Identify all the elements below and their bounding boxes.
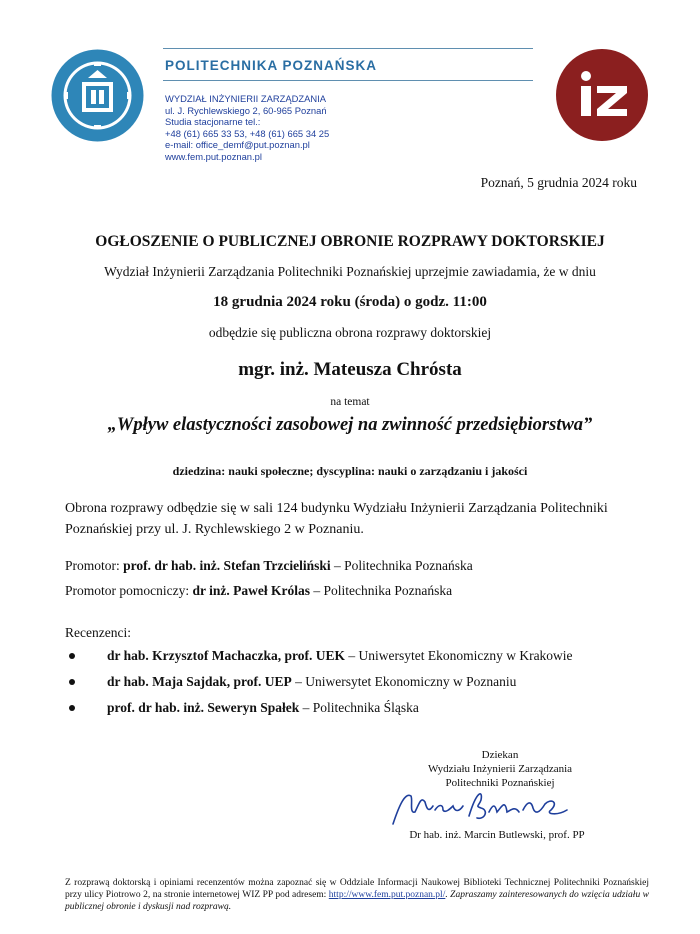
- reviewer-name: prof. dr hab. inż. Seweryn Spałek: [107, 700, 300, 715]
- event-date: 18 grudnia 2024 roku (środa) o godz. 11:00: [213, 294, 487, 310]
- promoter-name: prof. dr hab. inż. Stefan Trzcieliński: [123, 558, 331, 573]
- address-line: ul. J. Rychlewskiego 2, 60-965 Poznań: [165, 104, 327, 116]
- phone-numbers: +48 (61) 665 33 53, +48 (61) 665 34 25: [165, 127, 330, 139]
- reviewer-name: dr hab. Krzysztof Machaczka, prof. UEK: [107, 648, 345, 663]
- reviewer-name: dr hab. Maja Sajdak, prof. UEP: [107, 674, 292, 689]
- announcement-title: OGŁOSZENIE O PUBLICZNEJ OBRONIE ROZPRAWY DOKTORSKIEJ: [95, 233, 605, 250]
- promoter-label: Promotor:: [65, 558, 120, 573]
- dean-university: Politechniki Poznańskiej: [445, 777, 555, 789]
- bullet-icon: [69, 679, 75, 685]
- university-name: POLITECHNIKA POZNAŃSKA: [165, 58, 378, 73]
- dean-title: Dziekan: [481, 749, 519, 761]
- footer-link[interactable]: http://www.fem.put.poznan.pl/: [328, 890, 446, 900]
- list-item: [65, 698, 573, 724]
- bullet-icon: [69, 653, 75, 659]
- intro-text: Wydział Inżynierii Zarządzania Politechniki Poznańskiej uprzejmie zawiadamia, że w dniu: [104, 264, 596, 279]
- email-line[interactable]: e-mail: office_demf@put.poznan.pl: [165, 139, 310, 151]
- date-line: Poznań, 5 grudnia 2024 roku: [480, 175, 637, 190]
- reviewer-affiliation: – Uniwersytet Ekonomiczny w Krakowie: [344, 648, 573, 663]
- footer-invitation: . Zapraszamy zainteresowanych do wzięcia udziału w publicznej obronie i dyskusji nad rozprawą.: [65, 890, 649, 912]
- location-text: Obrona rozprawy odbędzie się w sali 124 budynku Wydziału Inżynierii Zarządzania Politechniki Poznańskiej przy ul. J. Rychlewskiego 2 w Poznaniu.: [65, 501, 608, 537]
- list-item: [65, 646, 573, 672]
- reviewers-label: Recenzenci:: [65, 625, 131, 640]
- phone-label: Studia stacjonarne tel.:: [165, 116, 261, 128]
- bullet-icon: [69, 705, 75, 711]
- faculty-iz-logo: [555, 48, 649, 142]
- reviewers-list: [65, 646, 573, 724]
- promoter-affiliation: – Politechnika Poznańska: [330, 558, 473, 573]
- defense-line: odbędzie się publiczna obrona rozprawy doktorskiej: [208, 325, 492, 340]
- dean-faculty: Wydziału Inżynierii Zarządzania: [427, 763, 573, 775]
- footer-note: [65, 877, 649, 913]
- handwritten-signature: [385, 786, 585, 828]
- co-promoter-line: [65, 580, 645, 601]
- co-promoter-affiliation: – Politechnika Poznańska: [309, 583, 453, 598]
- candidate-name: mgr. inż. Mateusza Chrósta: [238, 359, 462, 380]
- signature-title: [405, 748, 595, 790]
- website-line[interactable]: www.fem.put.poznan.pl: [165, 150, 262, 162]
- university-seal-logo: [50, 48, 145, 143]
- co-promoter-label: Promotor pomocniczy:: [65, 583, 190, 598]
- faculty-name: WYDZIAŁ INŻYNIERII ZARZĄDZANIA: [165, 93, 326, 104]
- promoter-line: [65, 555, 645, 576]
- reviewer-affiliation: – Uniwersytet Ekonomiczny w Poznaniu: [291, 674, 517, 689]
- faculty-contact-block: [165, 93, 329, 163]
- field-discipline: dziedzina: nauki społeczne; dyscyplina: nauki o zarządzaniu i jakości: [172, 464, 528, 478]
- co-promoter-name: dr inż. Paweł Królas: [192, 583, 310, 598]
- signatory-name: Dr hab. inż. Marcin Butlewski, prof. PP: [409, 829, 585, 841]
- footer-text: Z rozprawą doktorską i opiniami recenzentów można zapoznać się w Oddziale Informacji Naukowej Biblioteki Technicznej Politechniki Poznańskiej przy ulicy Piotrowo 2, na stronie internetowej WIZ PP pod adresem:: [65, 878, 649, 900]
- topic-label: na temat: [330, 396, 370, 408]
- thesis-title: „Wpływ elastyczności zasobowej na zwinność przedsiębiorstwa”: [107, 415, 593, 435]
- reviewer-affiliation: – Politechnika Śląska: [299, 700, 419, 715]
- list-item: [65, 672, 573, 698]
